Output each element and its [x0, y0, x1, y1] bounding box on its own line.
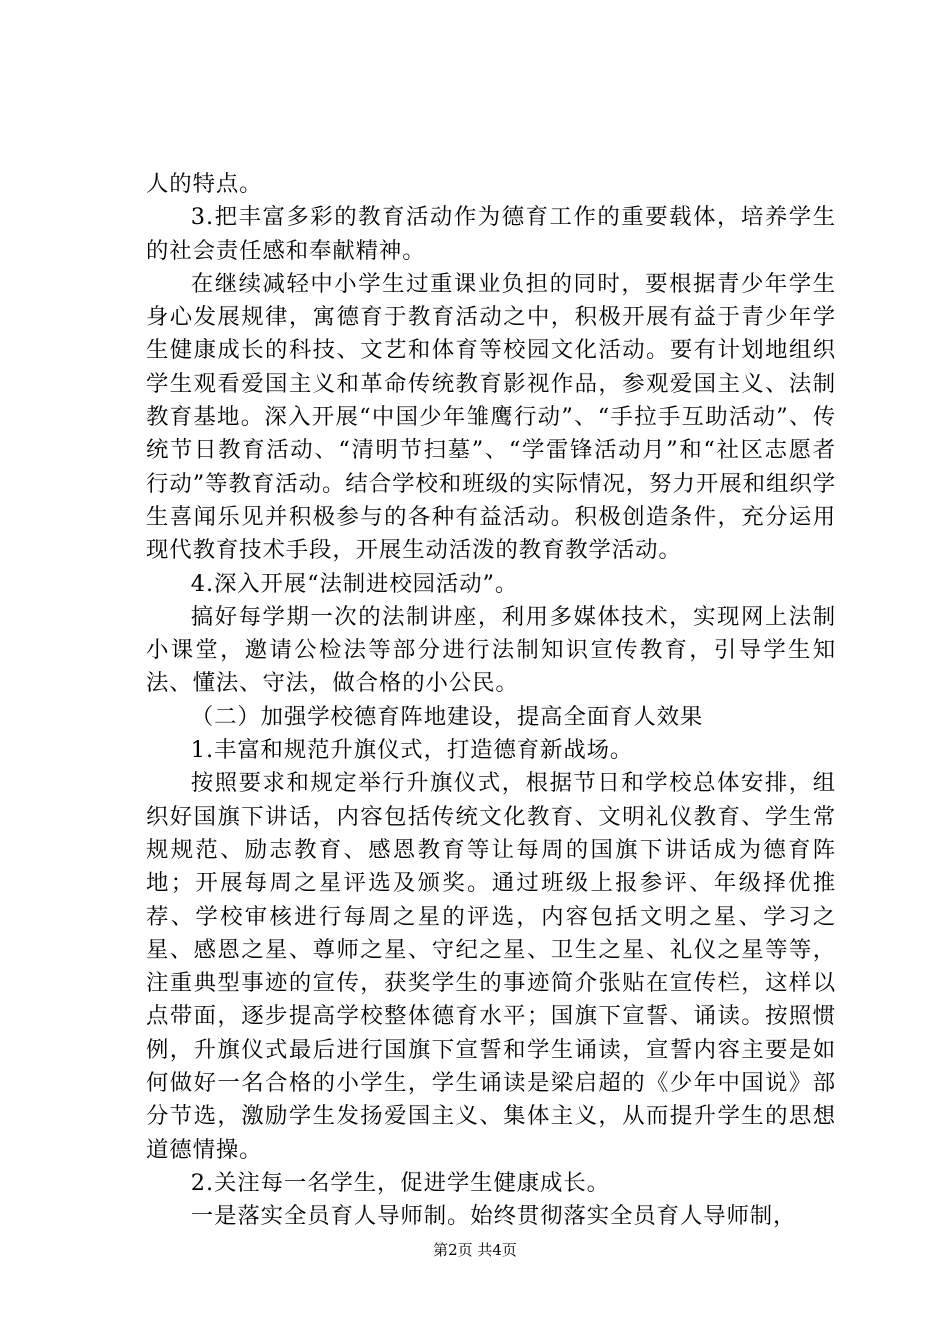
paragraph-legal-education: 搞好每学期一次的法制讲座，利用多媒体技术，实现网上法制小课堂，邀请公检法等部分进行法制知识宣传教育，引导学生知法、懂法、守法，做合格的小公民。	[146, 603, 836, 697]
section-heading-2: 2.关注每一名学生，促进学生健康成长。	[190, 1169, 610, 1196]
paragraph-mentor-system: 一是落实全员育人导师制。始终贯彻落实全员育人导师制，	[190, 1203, 797, 1230]
section-heading-3: 3.把丰富多彩的教育活动作为德育工作的重要载体，培养学生的社会责任感和奉献精神。	[146, 204, 836, 264]
section-heading-1: 1.丰富和规范升旗仪式，打造德育新战场。	[190, 737, 634, 764]
section-heading-part-2: （二）加强学校德育阵地建设，提高全面育人效果	[190, 703, 704, 730]
paragraph-continuation: 人的特点。	[146, 171, 263, 197]
page-number-footer: 第2页 共4页	[433, 1241, 517, 1259]
paragraph-activities: 在继续减轻中小学生过重课业负担的同时，要根据青少年学生身心发展规律，寓德育于教育活动之中，积极开展有益于青少年学生健康成长的科技、文艺和体育等校园文化活动。要有计划地组织学生观看爱国主义和革命传统教育影视作品，参观爱国主义、法制教育基地。深入开展“中国少年雏鹰行动”、“手拉手互助活动”、传统节日教育活动、“清明节扫墓”、“学雷锋活动月”和“社区志愿者行动”等教育活动。结合学校和班级的实际情况，努力开展和组织学生喜闻乐见并积极参与的各种有益活动。积极创造条件，充分运用现代教育技术手段，开展生动活泼的教育教学活动。	[146, 270, 836, 564]
paragraph-flag-ceremony: 按照要求和规定举行升旗仪式，根据节日和学校总体安排，组织好国旗下讲话，内容包括传统文化教育、文明礼仪教育、学生常规规范、励志教育、感恩教育等让每周的国旗下讲话成为德育阵地；开展每周之星评选及颁奖。通过班级上报参评、年级择优推荐、学校审核进行每周之星的评选，内容包括文明之星、学习之星、感恩之星、尊师之星、守纪之星、卫生之星、礼仪之星等等，注重典型事迹的宣传，获奖学生的事迹简介张贴在宣传栏，这样以点带面，逐步提高学校整体德育水平；国旗下宣誓、诵读。按照惯例，升旗仪式最后进行国旗下宣誓和学生诵读，宣誓内容主要是如何做好一名合格的小学生，学生诵读是梁启超的《少年中国说》部分节选，激励学生发扬爱国主义、集体主义，从而提升学生的思想道德情操。	[146, 770, 836, 1163]
section-heading-4: 4.深入开展“法制进校园活动”。	[190, 570, 519, 597]
document-body	[146, 168, 836, 1234]
